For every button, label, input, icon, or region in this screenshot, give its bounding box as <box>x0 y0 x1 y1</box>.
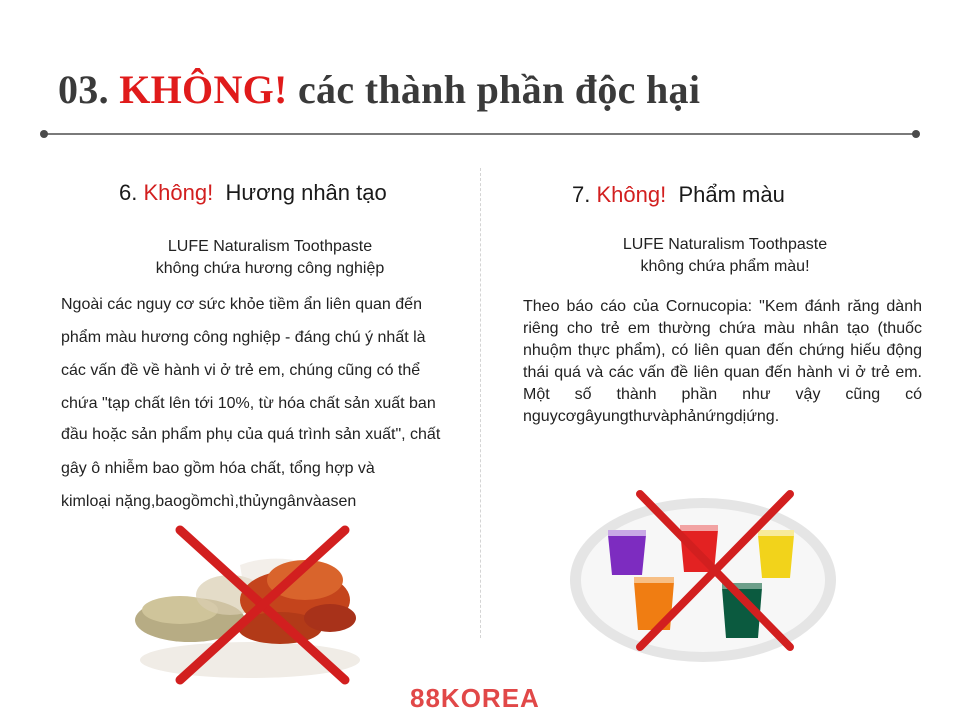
underline-right-dot <box>912 130 920 138</box>
title-number: 03. <box>58 67 109 112</box>
right-heading-highlight: Không! <box>596 182 667 207</box>
left-heading-number: 6. <box>119 180 138 205</box>
cross-mark-icon <box>160 520 360 690</box>
left-paragraph-line: đầu hoặc sản phẩm phụ của quá trình sản xuất", chất <box>61 426 441 443</box>
column-divider <box>480 168 481 638</box>
left-paragraph-line: phẩm màu hương công nghiệp - đáng chú ý nhất là <box>61 329 426 346</box>
left-paragraph <box>61 288 466 518</box>
right-heading <box>572 182 785 208</box>
right-subtitle <box>570 234 880 278</box>
page-title <box>58 66 700 113</box>
right-heading-label: Phẩm màu <box>678 182 785 207</box>
cross-mark-icon <box>625 482 805 662</box>
right-subtitle-line2: không chứa phẩm màu! <box>640 258 810 275</box>
left-subtitle-line1: LUFE Naturalism Toothpaste <box>167 238 373 255</box>
left-paragraph-line: chứa "tạp chất lên tới 10%, từ hóa chất sản xuất ban <box>61 395 436 412</box>
right-subtitle-line1: LUFE Naturalism Toothpaste <box>622 236 828 253</box>
left-paragraph-line: các vấn đề về hành vi ở trẻ em, chúng cũng có thể <box>61 362 421 379</box>
underline-left-dot <box>40 130 48 138</box>
right-heading-number: 7. <box>572 182 591 207</box>
left-paragraph-line: gây ô nhiễm bao gồm hóa chất, tổng hợp và <box>61 460 375 477</box>
left-heading-highlight: Không! <box>143 180 214 205</box>
title-highlight: KHÔNG! <box>119 67 288 112</box>
left-heading-label: Hương nhân tạo <box>225 180 387 205</box>
title-underline <box>44 133 916 135</box>
left-heading <box>119 180 387 206</box>
title-rest: các thành phần độc hại <box>298 67 701 112</box>
left-subtitle-line2: không chứa hương công nghiệp <box>155 260 385 277</box>
left-paragraph-line: kimloại nặng,baogồmchì,thủyngânvàasen <box>61 493 357 510</box>
left-subtitle <box>120 236 420 280</box>
brand-logo: 88KOREA <box>410 683 540 713</box>
left-paragraph-line: Ngoài các nguy cơ sức khỏe tiềm ẩn liên quan đến <box>61 296 422 313</box>
right-paragraph: Theo báo cáo của Cornucopia: "Kem đánh răng dành riêng cho trẻ em thường chứa màu nhân tạo (thuốc nhuộm thực phẩm), có liên quan đến chứng hiếu động thái quá và các vấn đề liên quan đến hành vi ở trẻ em. Một số thành phần như vậy cũng có nguycơgâyungthưvàphảnứngdịứng. <box>523 298 922 425</box>
